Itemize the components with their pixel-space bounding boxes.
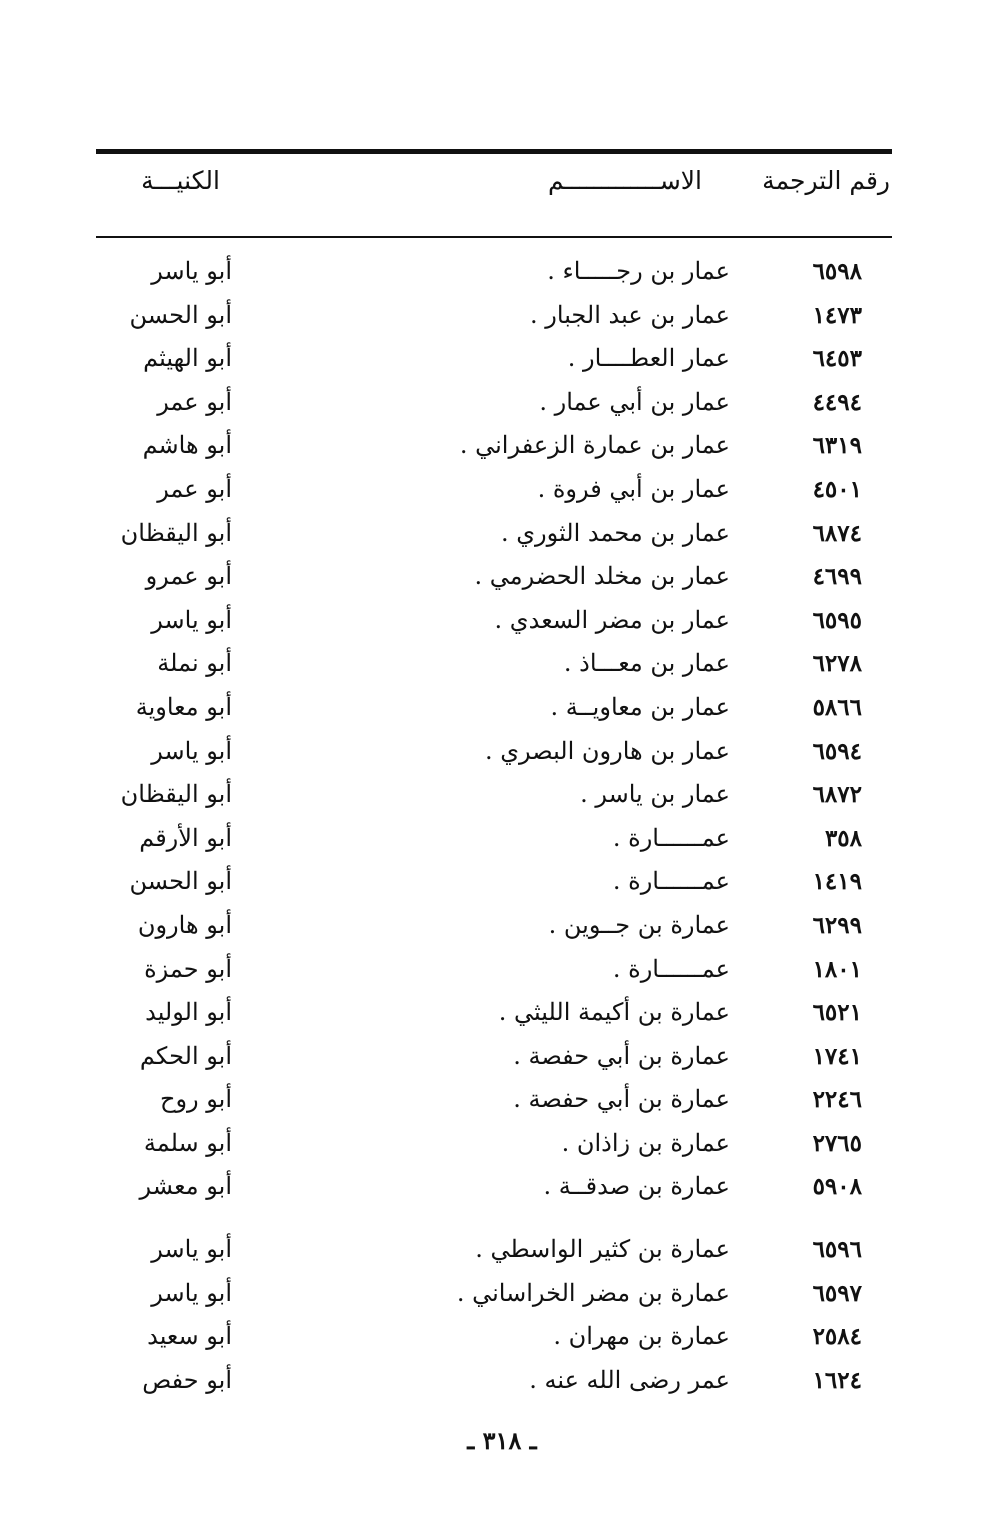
entry-name: عمار بن محمد الثوري . bbox=[500, 518, 730, 547]
entry-name: عمــــــارة . bbox=[612, 823, 730, 852]
entry-kunya: أبو ياسر bbox=[151, 1235, 232, 1264]
entry-kunya: أبو سعيد bbox=[147, 1322, 232, 1351]
entry-number: ٢٢٤٦ bbox=[812, 1086, 862, 1114]
entry-number: ٦٢٩٩ bbox=[812, 911, 862, 939]
entry-name: عمارة بن مهران . bbox=[553, 1322, 730, 1351]
entry-number: ٦٥٩٤ bbox=[812, 737, 862, 765]
entry-name: عمار بن عمارة الزعفراني . bbox=[459, 431, 730, 460]
entry-kunya: أبو الوليد bbox=[145, 998, 232, 1027]
table-row bbox=[96, 730, 892, 774]
table-row bbox=[96, 686, 892, 730]
entry-name: عمار بن رجـــــاء . bbox=[547, 257, 730, 285]
entry-name: عمر رضى الله عنه . bbox=[529, 1365, 730, 1394]
entry-kunya: أبو ياسر bbox=[151, 1278, 232, 1307]
entry-number: ١٧٤١ bbox=[812, 1042, 862, 1070]
entry-number: ٣٥٨ bbox=[824, 824, 862, 852]
entry-kunya: أبو الحكم bbox=[139, 1041, 232, 1070]
entry-number: ٦٨٧٢ bbox=[812, 781, 862, 809]
entry-name: عمار بن معـــاذ . bbox=[563, 649, 730, 678]
entry-kunya: أبو اليقظان bbox=[120, 518, 232, 547]
table-row bbox=[96, 250, 892, 294]
entry-number: ٥٩٠٨ bbox=[812, 1173, 862, 1201]
entry-number: ٦٢٧٨ bbox=[812, 650, 862, 678]
entry-name: عمارة بن أبي حفصة . bbox=[513, 1085, 730, 1114]
entry-kunya: أبو الأرقم bbox=[139, 823, 232, 852]
table-row bbox=[96, 642, 892, 686]
table-row bbox=[96, 1165, 892, 1209]
entry-number: ٥٨٦٦ bbox=[812, 693, 862, 721]
entry-kunya: أبو معاوية bbox=[135, 692, 232, 721]
entry-kunya: أبو نملة bbox=[157, 649, 232, 678]
entry-number: ٦٤٥٣ bbox=[812, 345, 862, 373]
entry-number: ١٤٧٣ bbox=[812, 301, 862, 329]
entry-name: عمار بن هارون البصري . bbox=[484, 736, 730, 765]
table-row bbox=[96, 599, 892, 643]
entry-name: عمار بن أبي فروة . bbox=[537, 474, 730, 503]
table-row bbox=[96, 948, 892, 992]
table-row bbox=[96, 1359, 892, 1403]
entries-table bbox=[96, 250, 892, 1402]
header-top-rule bbox=[96, 149, 892, 154]
entry-name: عمارة بن مضر الخراساني . bbox=[456, 1278, 730, 1307]
entry-number: ٦٥٩٥ bbox=[812, 606, 862, 634]
table-row bbox=[96, 1272, 892, 1316]
table-row bbox=[96, 860, 892, 904]
entry-name: عمــــــارة . bbox=[612, 867, 730, 896]
entry-name: عمار العطــــار . bbox=[567, 344, 730, 373]
entry-number: ٦٥٢١ bbox=[812, 999, 862, 1027]
entry-name: عمارة بن كثير الواسطي . bbox=[475, 1235, 730, 1264]
table-row bbox=[96, 773, 892, 817]
entry-number: ٦٨٧٤ bbox=[812, 519, 862, 547]
header-name-label: الاســـــــــــــم bbox=[547, 166, 702, 195]
table-row bbox=[96, 991, 892, 1035]
table-row bbox=[96, 381, 892, 425]
entry-kunya: أبو روح bbox=[159, 1085, 232, 1114]
table-row bbox=[96, 1078, 892, 1122]
entry-number: ١٦٢٤ bbox=[812, 1366, 862, 1394]
table-row bbox=[96, 468, 892, 512]
entry-kunya: أبو سلمة bbox=[143, 1128, 232, 1157]
header-kunya-label: الكنيـــة bbox=[141, 166, 220, 195]
entry-name: عمار بن معاويــة . bbox=[550, 692, 730, 721]
entry-kunya: أبو عمر bbox=[157, 387, 232, 416]
entry-kunya: أبو هارون bbox=[137, 910, 232, 939]
entry-kunya: أبو هاشم bbox=[142, 431, 232, 460]
entry-name: عمارة بن جــوين . bbox=[548, 910, 730, 939]
table-row bbox=[96, 1122, 892, 1166]
entry-number: ١٤١٩ bbox=[812, 868, 862, 896]
page-number: ـ ٣١٨ ـ bbox=[467, 1426, 537, 1455]
entry-name: عمارة بن أبي حفصة . bbox=[513, 1041, 730, 1070]
entry-kunya: أبو اليقظان bbox=[120, 780, 232, 809]
entry-number: ٤٦٩٩ bbox=[812, 563, 862, 591]
entry-number: ٤٥٠١ bbox=[812, 475, 862, 503]
table-row bbox=[96, 1315, 892, 1359]
entry-kunya: أبو حفص bbox=[142, 1365, 232, 1394]
header-bottom-rule bbox=[96, 236, 892, 238]
header-number-label: رقم الترجمة bbox=[762, 166, 890, 195]
table-row bbox=[96, 1228, 892, 1272]
table-row bbox=[96, 512, 892, 556]
entry-kunya: أبو عمر bbox=[157, 474, 232, 503]
entry-kunya: أبو عمرو bbox=[145, 562, 232, 591]
entry-number: ٦٣١٩ bbox=[812, 432, 862, 460]
entry-name: عمارة بن صدقــة . bbox=[543, 1172, 730, 1201]
entry-name: عمار بن مضر السعدي . bbox=[494, 605, 730, 634]
entry-number: ١٨٠١ bbox=[812, 955, 862, 983]
entry-number: ٦٥٩٧ bbox=[812, 1279, 862, 1307]
entry-number: ٢٥٨٤ bbox=[812, 1323, 862, 1351]
table-row bbox=[96, 294, 892, 338]
entry-name: عمــــــارة . bbox=[612, 954, 730, 983]
entry-kunya: أبو الحسن bbox=[129, 867, 232, 896]
table-row bbox=[96, 817, 892, 861]
entry-number: ٤٤٩٤ bbox=[812, 388, 862, 416]
entry-name: عمار بن مخلد الحضرمي . bbox=[474, 562, 730, 591]
entry-kunya: أبو حمزة bbox=[144, 954, 232, 983]
table-row bbox=[96, 424, 892, 468]
table-row bbox=[96, 555, 892, 599]
entry-kunya: أبو ياسر bbox=[151, 257, 232, 285]
entry-kunya: أبو معشر bbox=[139, 1172, 232, 1201]
table-row bbox=[96, 904, 892, 948]
entry-number: ٢٧٦٥ bbox=[812, 1129, 862, 1157]
entry-name: عمار بن عبد الجبار . bbox=[530, 300, 730, 329]
table-row bbox=[96, 337, 892, 381]
entry-kunya: أبو الهيثم bbox=[143, 344, 232, 373]
table-header bbox=[96, 166, 892, 210]
entry-number: ٦٥٩٦ bbox=[812, 1236, 862, 1264]
entry-kunya: أبو ياسر bbox=[151, 605, 232, 634]
entry-number: ٦٥٩٨ bbox=[812, 258, 862, 285]
entry-name: عمارة بن زاذان . bbox=[561, 1128, 730, 1157]
entry-name: عمار بن ياسر . bbox=[580, 780, 730, 809]
entry-kunya: أبو ياسر bbox=[151, 736, 232, 765]
entry-kunya: أبو الحسن bbox=[129, 300, 232, 329]
entry-name: عمار بن أبي عمار . bbox=[539, 387, 730, 416]
entry-name: عمارة بن أكيمة الليثي . bbox=[498, 998, 730, 1027]
table-row bbox=[96, 1035, 892, 1079]
